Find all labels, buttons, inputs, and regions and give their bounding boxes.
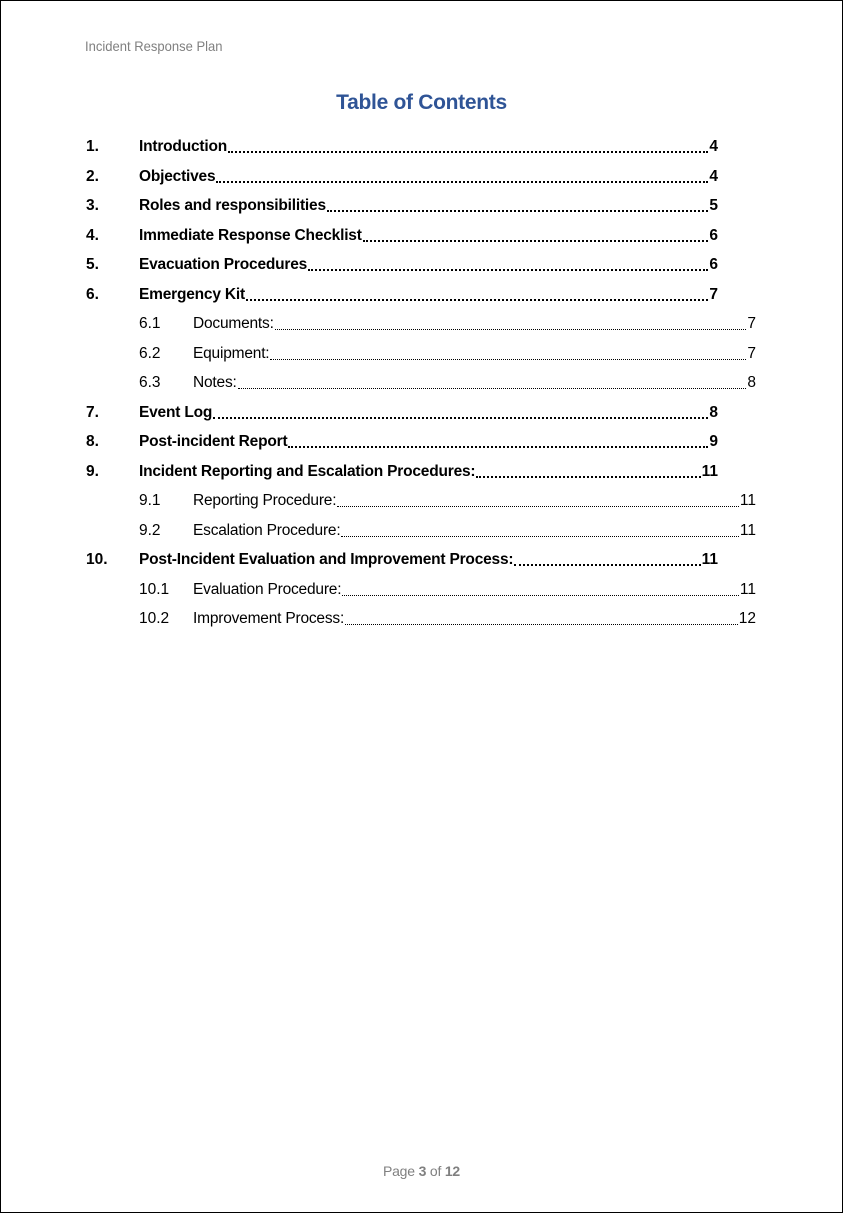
toc-entry-number: 6.1	[139, 315, 161, 332]
toc-entry-escalation-procedure[interactable]	[139, 518, 756, 544]
toc-entry-page: 8	[709, 404, 718, 421]
toc-entry-number: 10.2	[139, 610, 170, 627]
toc-entry-number: 6.3	[139, 374, 161, 391]
toc-entry-label: Reporting Procedure:	[193, 492, 337, 509]
toc-title: Table of Contents	[336, 91, 507, 114]
toc-dot-leader	[216, 169, 708, 185]
toc-entry-number: 6.	[86, 286, 99, 303]
toc-entry-number: 6.2	[139, 345, 161, 362]
toc-entry-page: 12	[738, 610, 756, 627]
toc-entry-page: 6	[709, 256, 718, 273]
toc-entry-label: Roles and responsibilities	[139, 197, 326, 214]
toc-entry-improvement-process[interactable]	[139, 606, 756, 632]
footer-total-pages: 12	[444, 1163, 461, 1179]
toc-entry-label: Introduction	[139, 138, 227, 155]
toc-entry-evaluation-improvement[interactable]	[86, 547, 718, 573]
toc-dot-leader	[337, 493, 739, 509]
toc-entry-equipment[interactable]	[139, 341, 756, 367]
toc-entry-label: Event Log	[139, 404, 213, 421]
toc-entry-notes[interactable]	[139, 370, 756, 396]
toc-entry-roles[interactable]	[86, 193, 718, 219]
toc-entry-number: 10.1	[139, 581, 170, 598]
toc-entry-page: 7	[747, 315, 756, 332]
toc-dot-leader	[213, 405, 708, 421]
toc-dot-leader	[476, 464, 700, 480]
toc-entry-label: Improvement Process:	[193, 610, 345, 627]
toc-entry-label: Post-Incident Evaluation and Improvement Process:	[139, 551, 514, 568]
toc-entry-number: 9.2	[139, 522, 161, 539]
footer-current-page: 3	[418, 1163, 427, 1179]
toc-entry-page: 11	[739, 492, 756, 509]
toc-entry-label: Objectives	[139, 168, 216, 185]
toc-entry-label: Immediate Response Checklist	[139, 227, 362, 244]
toc-entry-label: Emergency Kit	[139, 286, 245, 303]
toc-entry-label: Documents:	[193, 315, 274, 332]
toc-dot-leader	[288, 434, 708, 450]
toc-entry-number: 1.	[86, 138, 99, 155]
toc-entry-checklist[interactable]	[86, 223, 718, 249]
toc-entry-page: 7	[747, 345, 756, 362]
toc-entry-page: 11	[739, 581, 756, 598]
toc-entry-post-incident-report[interactable]	[86, 429, 718, 455]
toc-entry-number: 10.	[86, 551, 108, 568]
toc-entry-event-log[interactable]	[86, 400, 718, 426]
toc-entry-page: 11	[739, 522, 756, 539]
toc-entry-label: Equipment:	[193, 345, 270, 362]
toc-entry-number: 5.	[86, 256, 99, 273]
toc-entry-number: 9.1	[139, 492, 161, 509]
toc-entry-introduction[interactable]	[86, 134, 718, 160]
toc-dot-leader	[238, 375, 747, 391]
toc-dot-leader	[308, 257, 708, 273]
toc-entry-number: 9.	[86, 463, 99, 480]
toc-entry-reporting-procedure[interactable]	[139, 488, 756, 514]
toc-entry-label: Post-incident Report	[139, 433, 288, 450]
toc-dot-leader	[341, 523, 738, 539]
toc-entry-page: 11	[701, 551, 718, 568]
toc-entry-page: 8	[747, 374, 756, 391]
toc-entry-page: 5	[709, 197, 718, 214]
toc-entry-evacuation[interactable]	[86, 252, 718, 278]
toc-entry-label: Evaluation Procedure:	[193, 581, 342, 598]
toc-entry-number: 7.	[86, 404, 99, 421]
toc-dot-leader	[270, 346, 746, 362]
toc-dot-leader	[342, 582, 739, 598]
toc-dot-leader	[345, 611, 738, 627]
footer-separator: of	[429, 1163, 442, 1179]
toc-entry-objectives[interactable]	[86, 164, 718, 190]
toc-entry-label: Notes:	[193, 374, 237, 391]
toc-entry-page: 7	[709, 286, 718, 303]
toc-dot-leader	[363, 228, 709, 244]
toc-dot-leader	[246, 287, 708, 303]
toc-entry-page: 4	[709, 168, 718, 185]
toc-entry-page: 9	[709, 433, 718, 450]
toc-entry-page: 11	[701, 463, 718, 480]
toc-dot-leader	[228, 139, 708, 155]
toc-entry-number: 3.	[86, 197, 99, 214]
toc-entry-number: 4.	[86, 227, 99, 244]
toc-entry-evaluation-procedure[interactable]	[139, 577, 756, 603]
toc-entry-number: 2.	[86, 168, 99, 185]
toc-entry-documents[interactable]	[139, 311, 756, 337]
footer-page-prefix: Page	[382, 1163, 415, 1179]
toc-entry-reporting-escalation[interactable]	[86, 459, 718, 485]
toc-dot-leader	[514, 552, 700, 568]
toc-entry-emergency-kit[interactable]	[86, 282, 718, 308]
toc-entry-page: 4	[709, 138, 718, 155]
toc-entry-number: 8.	[86, 433, 99, 450]
toc-dot-leader	[275, 316, 747, 332]
running-header: Incident Response Plan	[85, 38, 223, 54]
toc-entry-label: Escalation Procedure:	[193, 522, 341, 539]
toc-entry-label: Evacuation Procedures	[139, 256, 308, 273]
toc-entry-page: 6	[709, 227, 718, 244]
toc-dot-leader	[327, 198, 708, 214]
page-footer	[1, 1163, 842, 1179]
toc-entry-label: Incident Reporting and Escalation Procedures:	[139, 463, 476, 480]
